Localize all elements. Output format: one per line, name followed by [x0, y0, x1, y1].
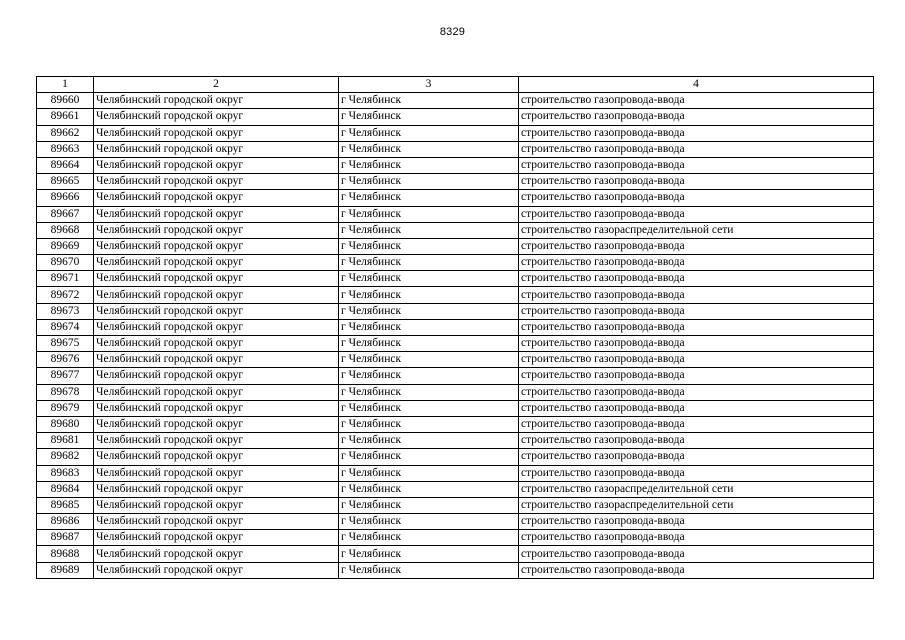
cell-id: 89684	[37, 481, 94, 497]
table-row	[37, 352, 874, 368]
cell-work-type: строительство газораспределительной сети	[519, 497, 874, 513]
cell-municipality: Челябинский городской округ	[94, 336, 339, 352]
column-header-3: 3	[339, 77, 519, 93]
cell-id: 89685	[37, 497, 94, 513]
table-row	[37, 125, 874, 141]
cell-id: 89683	[37, 465, 94, 481]
table-row	[37, 109, 874, 125]
table-row	[37, 465, 874, 481]
header-row	[37, 77, 874, 93]
cell-locality: г Челябинск	[339, 546, 519, 562]
cell-municipality: Челябинский городской округ	[94, 255, 339, 271]
cell-locality: г Челябинск	[339, 238, 519, 254]
cell-municipality: Челябинский городской округ	[94, 157, 339, 173]
table-row	[37, 287, 874, 303]
cell-id: 89672	[37, 287, 94, 303]
cell-locality: г Челябинск	[339, 141, 519, 157]
cell-municipality: Челябинский городской округ	[94, 514, 339, 530]
table-row	[37, 433, 874, 449]
table-row	[37, 449, 874, 465]
cell-id: 89681	[37, 433, 94, 449]
cell-locality: г Челябинск	[339, 530, 519, 546]
cell-municipality: Челябинский городской округ	[94, 93, 339, 109]
page-number: 8329	[439, 26, 466, 38]
cell-id: 89688	[37, 546, 94, 562]
cell-id: 89666	[37, 190, 94, 206]
table-row	[37, 303, 874, 319]
table-row	[37, 238, 874, 254]
cell-locality: г Челябинск	[339, 222, 519, 238]
cell-municipality: Челябинский городской округ	[94, 481, 339, 497]
cell-id: 89676	[37, 352, 94, 368]
cell-work-type: строительство газопровода-ввода	[519, 384, 874, 400]
cell-municipality: Челябинский городской округ	[94, 449, 339, 465]
cell-municipality: Челябинский городской округ	[94, 271, 339, 287]
cell-work-type: строительство газопровода-ввода	[519, 336, 874, 352]
table-row	[37, 319, 874, 335]
cell-work-type: строительство газораспределительной сети	[519, 481, 874, 497]
cell-work-type: строительство газопровода-ввода	[519, 562, 874, 578]
column-header-4: 4	[519, 77, 874, 93]
cell-work-type: строительство газопровода-ввода	[519, 352, 874, 368]
cell-locality: г Челябинск	[339, 481, 519, 497]
cell-locality: г Челябинск	[339, 319, 519, 335]
cell-locality: г Челябинск	[339, 157, 519, 173]
table-row	[37, 93, 874, 109]
table-row	[37, 336, 874, 352]
cell-municipality: Челябинский городской округ	[94, 125, 339, 141]
cell-work-type: строительство газораспределительной сети	[519, 222, 874, 238]
cell-locality: г Челябинск	[339, 174, 519, 190]
cell-work-type: строительство газопровода-ввода	[519, 530, 874, 546]
cell-id: 89661	[37, 109, 94, 125]
cell-locality: г Челябинск	[339, 190, 519, 206]
cell-work-type: строительство газопровода-ввода	[519, 449, 874, 465]
cell-municipality: Челябинский городской округ	[94, 433, 339, 449]
cell-locality: г Челябинск	[339, 514, 519, 530]
cell-id: 89689	[37, 562, 94, 578]
cell-work-type: строительство газопровода-ввода	[519, 93, 874, 109]
cell-id: 89678	[37, 384, 94, 400]
cell-work-type: строительство газопровода-ввода	[519, 514, 874, 530]
table-row	[37, 206, 874, 222]
table-row	[37, 530, 874, 546]
cell-municipality: Челябинский городской округ	[94, 174, 339, 190]
table-row	[37, 514, 874, 530]
cell-work-type: строительство газопровода-ввода	[519, 416, 874, 432]
cell-municipality: Челябинский городской округ	[94, 190, 339, 206]
cell-work-type: строительство газопровода-ввода	[519, 206, 874, 222]
cell-municipality: Челябинский городской округ	[94, 465, 339, 481]
cell-id: 89671	[37, 271, 94, 287]
cell-work-type: строительство газопровода-ввода	[519, 368, 874, 384]
cell-locality: г Челябинск	[339, 287, 519, 303]
cell-locality: г Челябинск	[339, 336, 519, 352]
cell-work-type: строительство газопровода-ввода	[519, 141, 874, 157]
cell-municipality: Челябинский городской округ	[94, 109, 339, 125]
cell-municipality: Челябинский городской округ	[94, 222, 339, 238]
cell-work-type: строительство газопровода-ввода	[519, 255, 874, 271]
cell-locality: г Челябинск	[339, 562, 519, 578]
table-row	[37, 157, 874, 173]
cell-locality: г Челябинск	[339, 206, 519, 222]
cell-locality: г Челябинск	[339, 352, 519, 368]
cell-municipality: Челябинский городской округ	[94, 303, 339, 319]
cell-municipality: Челябинский городской округ	[94, 497, 339, 513]
table-row	[37, 416, 874, 432]
table-row	[37, 368, 874, 384]
cell-locality: г Челябинск	[339, 125, 519, 141]
cell-id: 89679	[37, 400, 94, 416]
cell-id: 89669	[37, 238, 94, 254]
cell-id: 89670	[37, 255, 94, 271]
table-row	[37, 400, 874, 416]
column-header-2: 2	[94, 77, 339, 93]
cell-municipality: Челябинский городской округ	[94, 141, 339, 157]
cell-locality: г Челябинск	[339, 465, 519, 481]
cell-work-type: строительство газопровода-ввода	[519, 174, 874, 190]
cell-work-type: строительство газопровода-ввода	[519, 546, 874, 562]
cell-id: 89675	[37, 336, 94, 352]
cell-work-type: строительство газопровода-ввода	[519, 433, 874, 449]
cell-work-type: строительство газопровода-ввода	[519, 287, 874, 303]
cell-work-type: строительство газопровода-ввода	[519, 303, 874, 319]
cell-id: 89664	[37, 157, 94, 173]
table-row	[37, 255, 874, 271]
cell-work-type: строительство газопровода-ввода	[519, 271, 874, 287]
table-row	[37, 271, 874, 287]
cell-id: 89687	[37, 530, 94, 546]
cell-locality: г Челябинск	[339, 433, 519, 449]
cell-work-type: строительство газопровода-ввода	[519, 465, 874, 481]
cell-id: 89660	[37, 93, 94, 109]
cell-work-type: строительство газопровода-ввода	[519, 125, 874, 141]
cell-municipality: Челябинский городской округ	[94, 368, 339, 384]
table-row	[37, 222, 874, 238]
cell-id: 89668	[37, 222, 94, 238]
cell-municipality: Челябинский городской округ	[94, 238, 339, 254]
cell-id: 89677	[37, 368, 94, 384]
cell-id: 89674	[37, 319, 94, 335]
cell-municipality: Челябинский городской округ	[94, 384, 339, 400]
cell-work-type: строительство газопровода-ввода	[519, 190, 874, 206]
cell-municipality: Челябинский городской округ	[94, 546, 339, 562]
cell-work-type: строительство газопровода-ввода	[519, 109, 874, 125]
cell-locality: г Челябинск	[339, 400, 519, 416]
cell-id: 89673	[37, 303, 94, 319]
cell-id: 89667	[37, 206, 94, 222]
cell-work-type: строительство газопровода-ввода	[519, 238, 874, 254]
cell-locality: г Челябинск	[339, 271, 519, 287]
cell-locality: г Челябинск	[339, 497, 519, 513]
cell-id: 89682	[37, 449, 94, 465]
table-row	[37, 384, 874, 400]
column-header-1: 1	[37, 77, 94, 93]
cell-locality: г Челябинск	[339, 255, 519, 271]
cell-municipality: Челябинский городской округ	[94, 206, 339, 222]
cell-municipality: Челябинский городской округ	[94, 319, 339, 335]
table-row	[37, 190, 874, 206]
table-row	[37, 497, 874, 513]
table-row	[37, 481, 874, 497]
cell-locality: г Челябинск	[339, 449, 519, 465]
cell-locality: г Челябинск	[339, 384, 519, 400]
cell-id: 89665	[37, 174, 94, 190]
cell-id: 89663	[37, 141, 94, 157]
cell-locality: г Челябинск	[339, 368, 519, 384]
cell-municipality: Челябинский городской округ	[94, 400, 339, 416]
table-body	[37, 93, 874, 579]
records-table	[36, 76, 874, 579]
table-row	[37, 174, 874, 190]
cell-municipality: Челябинский городской округ	[94, 562, 339, 578]
cell-work-type: строительство газопровода-ввода	[519, 319, 874, 335]
table-row	[37, 141, 874, 157]
cell-id: 89686	[37, 514, 94, 530]
table-row	[37, 546, 874, 562]
cell-municipality: Челябинский городской округ	[94, 530, 339, 546]
cell-municipality: Челябинский городской округ	[94, 416, 339, 432]
cell-locality: г Челябинск	[339, 109, 519, 125]
table-row	[37, 562, 874, 578]
cell-locality: г Челябинск	[339, 416, 519, 432]
cell-work-type: строительство газопровода-ввода	[519, 157, 874, 173]
cell-locality: г Челябинск	[339, 93, 519, 109]
cell-id: 89680	[37, 416, 94, 432]
cell-municipality: Челябинский городской округ	[94, 352, 339, 368]
cell-locality: г Челябинск	[339, 303, 519, 319]
cell-work-type: строительство газопровода-ввода	[519, 400, 874, 416]
cell-id: 89662	[37, 125, 94, 141]
cell-municipality: Челябинский городской округ	[94, 287, 339, 303]
